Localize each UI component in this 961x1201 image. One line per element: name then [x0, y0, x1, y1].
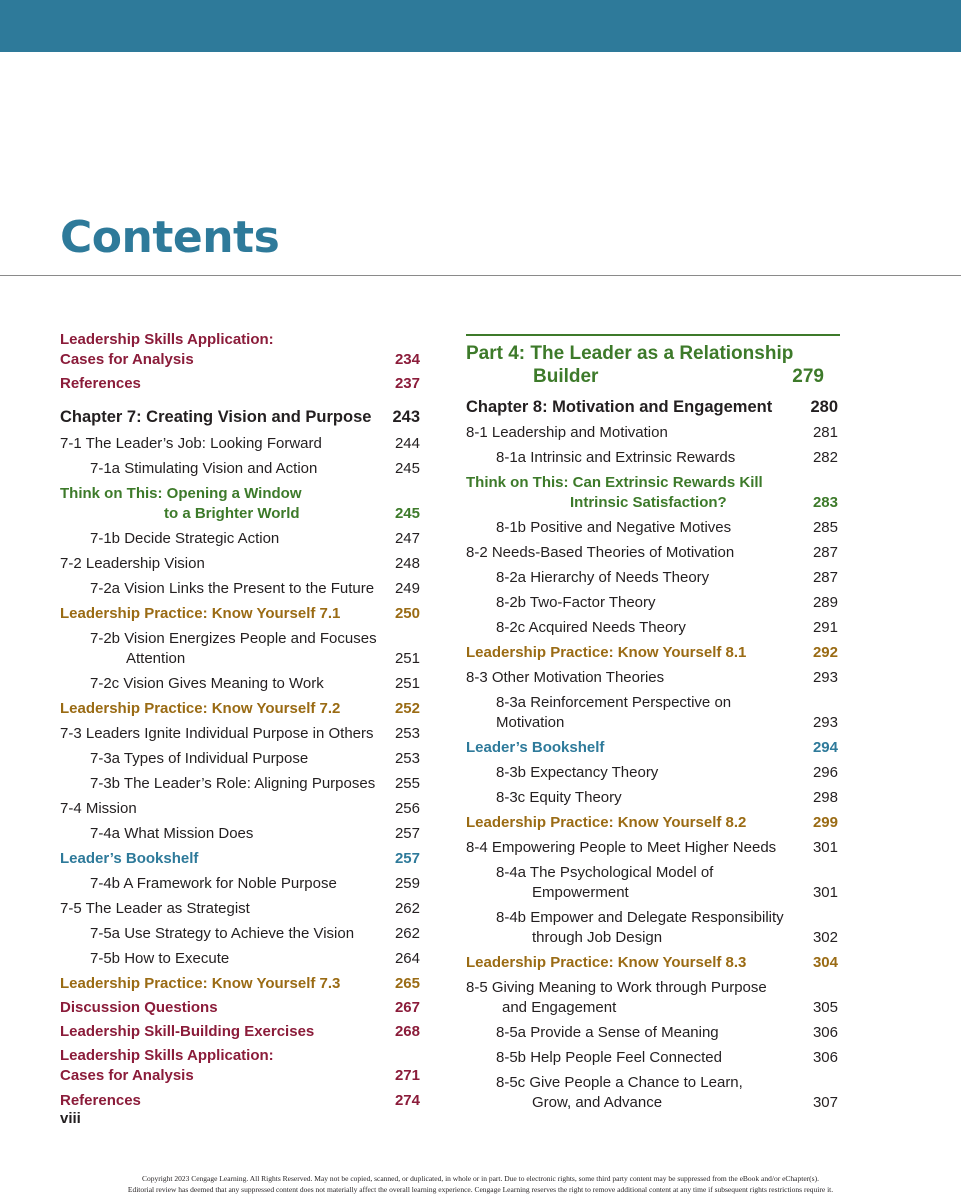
toc-right-page-number: 293	[812, 714, 838, 731]
toc-right-entry-title: 8-2a Hierarchy of Needs Theory	[496, 569, 710, 586]
toc-right-entry[interactable]	[466, 618, 840, 638]
toc-right-page-number: 307	[812, 1094, 838, 1111]
toc-left-entry-title: Think on This: Opening a Window	[60, 485, 302, 502]
toc-right-entry-title: 8-5a Provide a Sense of Meaning	[496, 1024, 719, 1041]
toc-right-entry-title: 8-2 Needs-Based Theories of Motivation	[466, 544, 735, 561]
toc-right-page-number: 302	[812, 929, 838, 946]
toc-left-entry[interactable]	[60, 749, 422, 769]
toc-left-page-number: 257	[394, 825, 420, 842]
toc-right-entry[interactable]	[466, 568, 840, 588]
toc-right-entry-title: 8-5b Help People Feel Connected	[496, 1049, 722, 1066]
toc-right-entry[interactable]	[466, 838, 840, 858]
toc-left-entry-title: References	[60, 375, 141, 392]
toc-right-entry[interactable]	[466, 643, 840, 663]
toc-left-entry[interactable]	[60, 579, 422, 599]
toc-right-entry[interactable]	[466, 1048, 840, 1068]
toc-left-entry-title: 7-1a Stimulating Vision and Action	[90, 460, 318, 477]
toc-right-entry-title: Leadership Practice: Know Yourself 8.3	[466, 954, 747, 971]
toc-right-page-number: 299	[812, 814, 838, 831]
toc-right-entry[interactable]	[466, 788, 840, 808]
toc-left-entry-title: 7-1b Decide Strategic Action	[90, 530, 280, 547]
toc-right-page-number: 306	[812, 1049, 838, 1066]
toc-right-page-number: 285	[812, 519, 838, 536]
toc-right-entry[interactable]	[466, 763, 840, 783]
toc-right-entry[interactable]	[466, 693, 840, 733]
toc-left-entry[interactable]	[60, 699, 422, 719]
toc-left-entry-title: 7-3a Types of Individual Purpose	[90, 750, 309, 767]
toc-right-entry-title: 8-5 Giving Meaning to Work through Purpose	[466, 979, 767, 996]
toc-left-page-number: 262	[394, 900, 420, 917]
toc-right-column	[466, 334, 840, 1113]
toc-left-column	[60, 330, 422, 1111]
toc-left-page-number: 237	[394, 375, 420, 392]
toc-right-entry[interactable]	[466, 813, 840, 833]
toc-left-entry-title: 7-5a Use Strategy to Achieve the Vision	[90, 925, 355, 942]
toc-left-page-number: 259	[394, 875, 420, 892]
part-title-line-1: Part 4: The Leader as a Relationship	[466, 343, 794, 364]
toc-right-page-number: 292	[812, 644, 838, 661]
toc-right-entry-title: Think on This: Can Extrinsic Rewards Kill	[466, 474, 763, 491]
toc-right-entry[interactable]	[466, 908, 840, 948]
copyright-line-2: Editorial review has deemed that any suppressed content does not materially affect the overall learning experience. Cengage Learning reserves the right to remove additional content at any time if subsequent rights restrictions require it.	[127, 1185, 834, 1194]
toc-right-page-number: 296	[812, 764, 838, 781]
toc-right-page-number: 282	[812, 449, 838, 466]
toc-left-entry-title: Leadership Skills Application:	[60, 331, 274, 348]
part-heading[interactable]	[466, 334, 840, 388]
toc-left-entry[interactable]	[60, 724, 422, 744]
toc-left-page-number: 245	[394, 460, 420, 477]
toc-right-entry[interactable]	[466, 1073, 840, 1113]
toc-right-entry[interactable]	[466, 543, 840, 563]
toc-left-page-number: 250	[394, 605, 420, 622]
toc-left-entry[interactable]	[60, 554, 422, 574]
toc-left-entry[interactable]	[60, 406, 422, 428]
toc-left-entry[interactable]	[60, 459, 422, 479]
toc-right-entry-title: 8-3b Expectancy Theory	[496, 764, 659, 781]
toc-right-entry[interactable]	[466, 953, 840, 973]
toc-right-page-number: 306	[812, 1024, 838, 1041]
toc-right-entry[interactable]	[466, 593, 840, 613]
toc-right-page-number: 289	[812, 594, 838, 611]
toc-right-page-number: 280	[810, 398, 838, 416]
toc-right-page-number: 298	[812, 789, 838, 806]
toc-right-entry-title: 8-1b Positive and Negative Motives	[496, 519, 732, 536]
toc-left-page-number: 255	[394, 775, 420, 792]
toc-left-page-number: 248	[394, 555, 420, 572]
toc-right-page-number: 291	[812, 619, 838, 636]
toc-left-entry[interactable]	[60, 774, 422, 794]
toc-right-entry-title: Intrinsic Satisfaction?	[570, 494, 727, 511]
toc-right-entry[interactable]	[466, 423, 840, 443]
toc-left-page-number: 253	[394, 750, 420, 767]
toc-left-entry[interactable]	[60, 330, 422, 370]
toc-left-entry[interactable]	[60, 899, 422, 919]
part-page-number: 279	[792, 366, 824, 387]
toc-left-page-number: 256	[394, 800, 420, 817]
toc-left-entry-title: Cases for Analysis	[60, 1067, 194, 1084]
toc-right-page-number: 283	[812, 494, 838, 511]
toc-right-entry-title: 8-3 Other Motivation Theories	[466, 669, 665, 686]
toc-right-entry-title: 8-5c Give People a Chance to Learn,	[496, 1074, 743, 1091]
toc-left-entry[interactable]	[60, 674, 422, 694]
toc-left-entry-title: 7-2c Vision Gives Meaning to Work	[90, 675, 324, 692]
toc-left-page-number: 251	[394, 675, 420, 692]
toc-right-entry-title: Grow, and Advance	[532, 1094, 663, 1111]
toc-right-entry-title: 8-4 Empowering People to Meet Higher Needs	[466, 839, 777, 856]
toc-right-page-number: 281	[812, 424, 838, 441]
toc-left-page-number: 249	[394, 580, 420, 597]
toc-left-entry-title: Leadership Skills Application:	[60, 1047, 274, 1064]
toc-left-entry-title: Chapter 7: Creating Vision and Purpose	[60, 408, 372, 426]
toc-right-page-number: 304	[812, 954, 838, 971]
toc-left-entry[interactable]	[60, 874, 422, 894]
toc-left-page-number: 262	[394, 925, 420, 942]
toc-left-entry-title: Discussion Questions	[60, 999, 218, 1016]
toc-right-entry-title: 8-3c Equity Theory	[496, 789, 622, 806]
title-rule	[0, 275, 961, 276]
toc-right-page-number: 301	[812, 839, 838, 856]
toc-right-entry[interactable]	[466, 978, 840, 1018]
toc-left-entry[interactable]	[60, 924, 422, 944]
toc-right-entry-title: 8-4a The Psychological Model of	[496, 864, 714, 881]
toc-left-entry[interactable]	[60, 998, 422, 1018]
toc-left-entry[interactable]	[60, 824, 422, 844]
toc-right-entry-title: 8-2c Acquired Needs Theory	[496, 619, 686, 636]
copyright-line-1: Copyright 2023 Cengage Learning. All Rights Reserved. May not be copied, scanned, or duplicated, in whole or in part. Due to electronic rights, some third party content may be suppressed from the eBook and/or eChapter(s).	[142, 1174, 819, 1183]
toc-right-page-number: 294	[812, 739, 838, 756]
toc-right-entry[interactable]	[466, 473, 840, 513]
toc-left-entry[interactable]	[60, 484, 422, 524]
toc-left-entry[interactable]	[60, 1022, 422, 1042]
toc-left-page-number: 257	[394, 850, 420, 867]
toc-right-entry-title: Empowerment	[532, 884, 629, 901]
toc-right-entry[interactable]	[466, 448, 840, 468]
toc-right-page-number: 293	[812, 669, 838, 686]
toc-right-page-number: 301	[812, 884, 838, 901]
toc-left-entry[interactable]	[60, 1091, 422, 1111]
header-band	[0, 0, 961, 52]
toc-left-entry[interactable]	[60, 374, 422, 394]
toc-left-entry-title: 7-2b Vision Energizes People and Focuses	[90, 630, 377, 647]
toc-left-page-number: 252	[394, 700, 420, 717]
toc-right-entry[interactable]	[466, 518, 840, 538]
toc-right-entry-title: and Engagement	[502, 999, 617, 1016]
toc-left-entry-title: 7-3b The Leader’s Role: Aligning Purposes	[90, 775, 376, 792]
toc-left-entry-title: 7-5 The Leader as Strategist	[60, 900, 250, 917]
toc-left-entry-title: Cases for Analysis	[60, 351, 194, 368]
toc-right-entry[interactable]	[466, 863, 840, 903]
toc-right-entry-title: 8-1a Intrinsic and Extrinsic Rewards	[496, 449, 736, 466]
toc-left-page-number: 234	[394, 351, 420, 368]
toc-left-entry-title: Leadership Practice: Know Yourself 7.3	[60, 975, 341, 992]
toc-right-entries	[466, 396, 840, 1113]
toc-left-entry-title: Leadership Skill-Building Exercises	[60, 1023, 315, 1040]
toc-left-entry[interactable]	[60, 849, 422, 869]
toc-right-entry-title: 8-1 Leadership and Motivation	[466, 424, 668, 441]
toc-left-page-number: 251	[394, 650, 420, 667]
toc-left-entry[interactable]	[60, 529, 422, 549]
toc-left-page-number: 245	[394, 505, 420, 522]
toc-right-page-number: 287	[812, 569, 838, 586]
toc-left-page-number: 243	[392, 408, 420, 426]
toc-left-page-number: 268	[394, 1023, 420, 1040]
part-title-line-2: Builder	[533, 366, 599, 387]
toc-left-entry[interactable]	[60, 799, 422, 819]
toc-left-page-number: 264	[394, 950, 420, 967]
toc-left-entry-title: to a Brighter World	[164, 505, 300, 522]
toc-left-entry-title: 7-2a Vision Links the Present to the Future	[90, 580, 375, 597]
toc-left-page-number: 253	[394, 725, 420, 742]
toc-left-entry[interactable]	[60, 974, 422, 994]
toc-left-entry[interactable]	[60, 629, 422, 669]
toc-right-entry-title: Leadership Practice: Know Yourself 8.2	[466, 814, 747, 831]
toc-right-entry[interactable]	[466, 668, 840, 688]
toc-right-entry-title: through Job Design	[532, 929, 663, 946]
toc-left-entry-title: 7-4b A Framework for Noble Purpose	[90, 875, 337, 892]
toc-left-entry-title: Leader’s Bookshelf	[60, 850, 199, 867]
toc-left-page-number: 267	[394, 999, 420, 1016]
toc-left-entry[interactable]	[60, 949, 422, 969]
toc-left-entry-title: 7-4 Mission	[60, 800, 137, 817]
toc-left-page-number: 247	[394, 530, 420, 547]
toc-right-entry[interactable]	[466, 1023, 840, 1043]
toc-right-entry-title: Leader’s Bookshelf	[466, 739, 605, 756]
page-title: Contents	[60, 212, 280, 263]
toc-left-entry-title: References	[60, 1092, 141, 1109]
toc-left-page-number: 274	[394, 1092, 420, 1109]
page-folio: viii	[60, 1110, 81, 1127]
toc-right-entry-title: Chapter 8: Motivation and Engagement	[466, 398, 773, 416]
toc-right-entry-title: 8-3a Reinforcement Perspective on Motivation	[496, 694, 732, 731]
toc-right-entry-title: 8-4b Empower and Delegate Responsibility	[496, 909, 784, 926]
toc-left-entry-title: 7-2 Leadership Vision	[60, 555, 205, 572]
toc-left-entry[interactable]	[60, 604, 422, 624]
toc-left-entry-title: Attention	[126, 650, 186, 667]
toc-left-page-number: 244	[394, 435, 420, 452]
toc-left-entry-title: 7-4a What Mission Does	[90, 825, 254, 842]
toc-left-entry-title: 7-5b How to Execute	[90, 950, 230, 967]
toc-left-entry-title: 7-3 Leaders Ignite Individual Purpose in Others	[60, 725, 374, 742]
toc-right-page-number: 305	[812, 999, 838, 1016]
toc-left-page-number: 265	[394, 975, 420, 992]
toc-right-entry-title: Leadership Practice: Know Yourself 8.1	[466, 644, 747, 661]
toc-right-entry[interactable]	[466, 738, 840, 758]
toc-left-entry[interactable]	[60, 434, 422, 454]
toc-left-entry-title: 7-1 The Leader’s Job: Looking Forward	[60, 435, 322, 452]
toc-right-entry[interactable]	[466, 396, 840, 418]
toc-right-page-number: 287	[812, 544, 838, 561]
toc-left-page-number: 271	[394, 1067, 420, 1084]
toc-left-entry-title: Leadership Practice: Know Yourself 7.2	[60, 700, 341, 717]
toc-left-entry-title: Leadership Practice: Know Yourself 7.1	[60, 605, 341, 622]
toc-right-entry-title: 8-2b Two-Factor Theory	[496, 594, 656, 611]
toc-left-entry[interactable]	[60, 1046, 422, 1086]
